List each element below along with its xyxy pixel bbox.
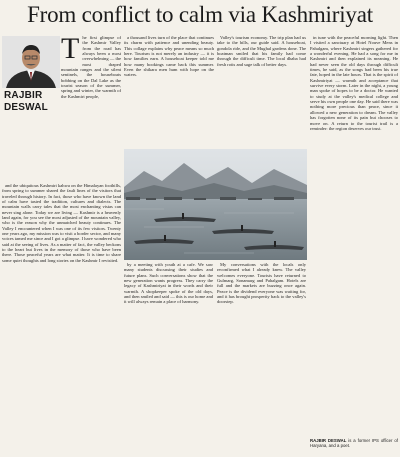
column-text: Valley's tourism economy. The trip plan had us take to the hills, our guide said. A houseboat, gondola ride, and the Mughal gardens done. The boatman smiled that his family had come through the difficult time. The local dhaba had fresh rotis and sage talk of better days. (217, 35, 306, 67)
author-note-text: is a former IPS officer of Haryana, and a poet. (310, 438, 398, 448)
article-column-3-lower (217, 262, 306, 455)
byline: RAJBIR DESWAL (4, 90, 48, 113)
headline: From conflict to calm via Kashmiriyat (27, 2, 373, 27)
column-text: in tune with the peaceful morning light. Then I visited a sanctuary at Hotel Nouve Mens in Pahalgam, where Kashmiri singers gathered for a wonderful evening. He had a song for me in Kashmiri and then explained its meaning. He had never seen the old days through difficult times, he said, as the songs had been his true fate, hoped in the late hours. That is the spirit of Kashmiriyat — warmth and acceptance that survive every storm. Later in the night, a young man spoke of hopes to be a doctor. He wanted to study at the valley's medical college and serve his own people one day. He said there was nothing more precious than peace, since it allowed a new generation to dream. The valley has forgotten none of its pain but chooses to move on. A return to the tourist trail is a reminder: the region deserves our trust. (310, 35, 398, 131)
article-column-2-lower (124, 262, 213, 455)
author-photo (2, 36, 60, 88)
column-text: and the ubiquitous Kashmiri kahwa on the Himalayan foothills, from spring to summer shared the fault lines of the visitors that traveled through history. In fact, those who have known the land of calm have tasted the tradition, cultures and dialects. The mountain walls carry tales that the most enchanting vistas can never sing alone. Today we are living — Kashmir is a heavenly land again, for you see the most adjusted of the mountain valley, who is the reason why the unmatched beauty continues. The Valley I encountered when I was one of its few visitors. Twenty one years ago, my mission was to visit a border sector, and many voices tamed me since and I got a glimpse. I have wondered who said at the seeing of lives. As a matter of fact, the valley beckons to the heart but lives in the memory of those who have been there. Those peaceful years are what matter. It is time to share some quiet thoughts and long stories on the Kashmir I revisited. (2, 183, 121, 263)
column-text: My conversations with the locals only reconfirmed what I already knew. The valley welcomes everyone. Tourists have returned to Gulmarg, Sonamarg and Pahalgam. Hotels are full and the markets are buzzing once again. Peace is the dividend everyone was waiting for, and it has brought prosperity back to the valley's doorstep. (217, 262, 306, 305)
drop-cap: T (61, 35, 80, 65)
article-column-1-lower (2, 183, 121, 455)
dal-lake-image-icon (124, 149, 307, 260)
author-portrait-icon (2, 36, 60, 88)
column-text: he first glimpse of the Kashmir Valley from the road has always been a most overwhelming — the most draped mountain ranges and the silent sentinels, the houseboats bobbing on the Dal Lake as the tourist season of the summer, spring and winter, the warmth of the Kashmiri people, (61, 35, 121, 99)
author-note-name: RAJBIR DESWAL (310, 438, 347, 443)
article-column-2 (124, 35, 214, 147)
article-column-3 (217, 35, 306, 147)
lake-photo (124, 149, 307, 260)
article-column-4 (310, 35, 398, 455)
article-column-1 (61, 35, 121, 183)
column-text: a thousand lives turn of the place that continues its charm with patience and unending beauty. This collage explains why peace means so much here. Tourism is not merely an industry — it is how families earn. A houseboat keeper told me how many bookings came back this summer. Even the shikara men hum with hope on the waters. (124, 35, 214, 78)
author-note (310, 438, 398, 456)
column-text: by a meeting with youth at a cafe. We saw many students discussing their studies and future plans. Such conversations show that the new generation wants progress. They carry the legacy of Kashmiriyat in their words and their warmth. A shopkeeper spoke of the old days, and then smiled and said — this is our home and it will always remain a place of harmony. (124, 262, 213, 305)
